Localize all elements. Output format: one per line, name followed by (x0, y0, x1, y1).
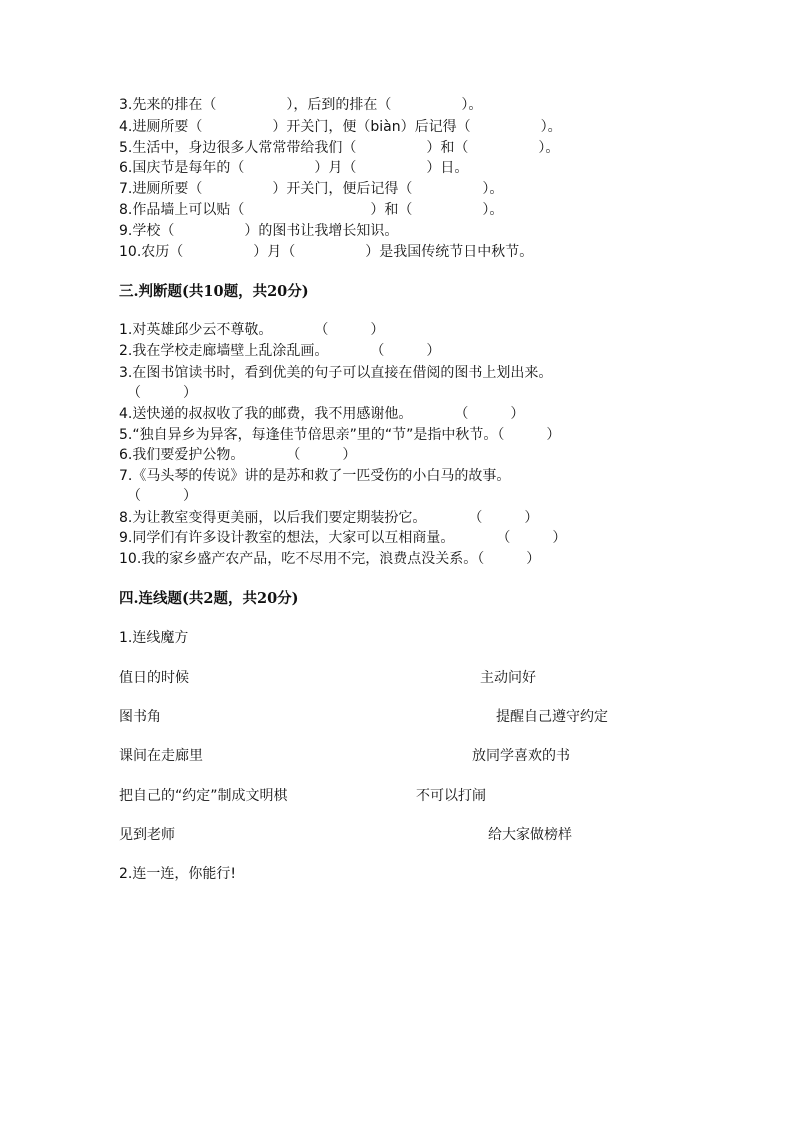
judge-question-7-blank: （ ） (127, 488, 197, 504)
match-right-item: 给大家做榜样 (488, 827, 572, 843)
match-right-item: 提醒自己遵守约定 (496, 709, 608, 725)
judge-question-4: 4.送快递的叔叔收了我的邮费，我不用感谢他。 （ ） (119, 406, 525, 422)
judge-question-9: 9.同学们有许多设计教室的想法，大家可以互相商量。 （ ） (119, 530, 567, 546)
fill-question-3: 3.先来的排在（ ），后到的排在（ ）。 (119, 97, 483, 113)
judge-question-2: 2.我在学校走廊墙壁上乱涂乱画。 （ ） (119, 343, 441, 359)
fill-question-5: 5.生活中，身边很多人常常带给我们（ ）和（ ）。 (119, 140, 560, 156)
match-left-item: 图书角 (119, 709, 161, 725)
match-right-item: 不可以打闹 (416, 788, 486, 804)
match-right-item: 主动问好 (480, 670, 536, 686)
match-left-item: 把自己的“约定”制成文明棋 (119, 788, 288, 804)
judge-question-8: 8.为让教室变得更美丽，以后我们要定期装扮它。 （ ） (119, 510, 539, 526)
fill-question-7: 7.进厕所要（ ）开关门，便后记得（ ）。 (119, 181, 504, 197)
match-right-item: 放同学喜欢的书 (472, 748, 570, 764)
judge-question-1: 1.对英雄邱少云不尊敬。 （ ） (119, 322, 385, 338)
matching-question-2-title: 2.连一连，你能行! (119, 866, 236, 882)
fill-question-10: 10.农历（ ）月（ ）是我国传统节日中秋节。 (119, 244, 534, 260)
section-4-heading: 四.连线题(共2题，共20分) (119, 590, 299, 607)
matching-question-1-title: 1.连线魔方 (119, 630, 189, 646)
judge-question-10: 10.我的家乡盛产农产品，吃不尽用不完，浪费点没关系。（ ） (119, 551, 541, 567)
match-left-item: 课间在走廊里 (119, 748, 203, 764)
match-left-item: 见到老师 (119, 827, 175, 843)
fill-question-8: 8.作品墙上可以贴（ ）和（ ）。 (119, 202, 504, 218)
judge-question-3: 3.在图书馆读书时，看到优美的句子可以直接在借阅的图书上划出来。 (119, 365, 553, 381)
judge-question-6: 6.我们要爱护公物。 （ ） (119, 447, 357, 463)
judge-question-7: 7.《马头琴的传说》讲的是苏和救了一匹受伤的小白马的故事。 (119, 468, 511, 484)
fill-question-9: 9.学校（ ）的图书让我增长知识。 (119, 223, 399, 239)
judge-question-3-blank: （ ） (127, 385, 197, 401)
match-left-item: 值日的时候 (119, 670, 189, 686)
fill-question-4: 4.进厕所要（ ）开关门，便（biàn）后记得（ ）。 (119, 119, 562, 135)
judge-question-5: 5.“独自异乡为异客，每逢佳节倍思亲”里的“节”是指中秋节。（ ） (119, 427, 561, 443)
fill-question-6: 6.国庆节是每年的（ ）月（ ）日。 (119, 160, 469, 176)
section-3-heading: 三.判断题(共10题，共20分) (119, 283, 309, 300)
